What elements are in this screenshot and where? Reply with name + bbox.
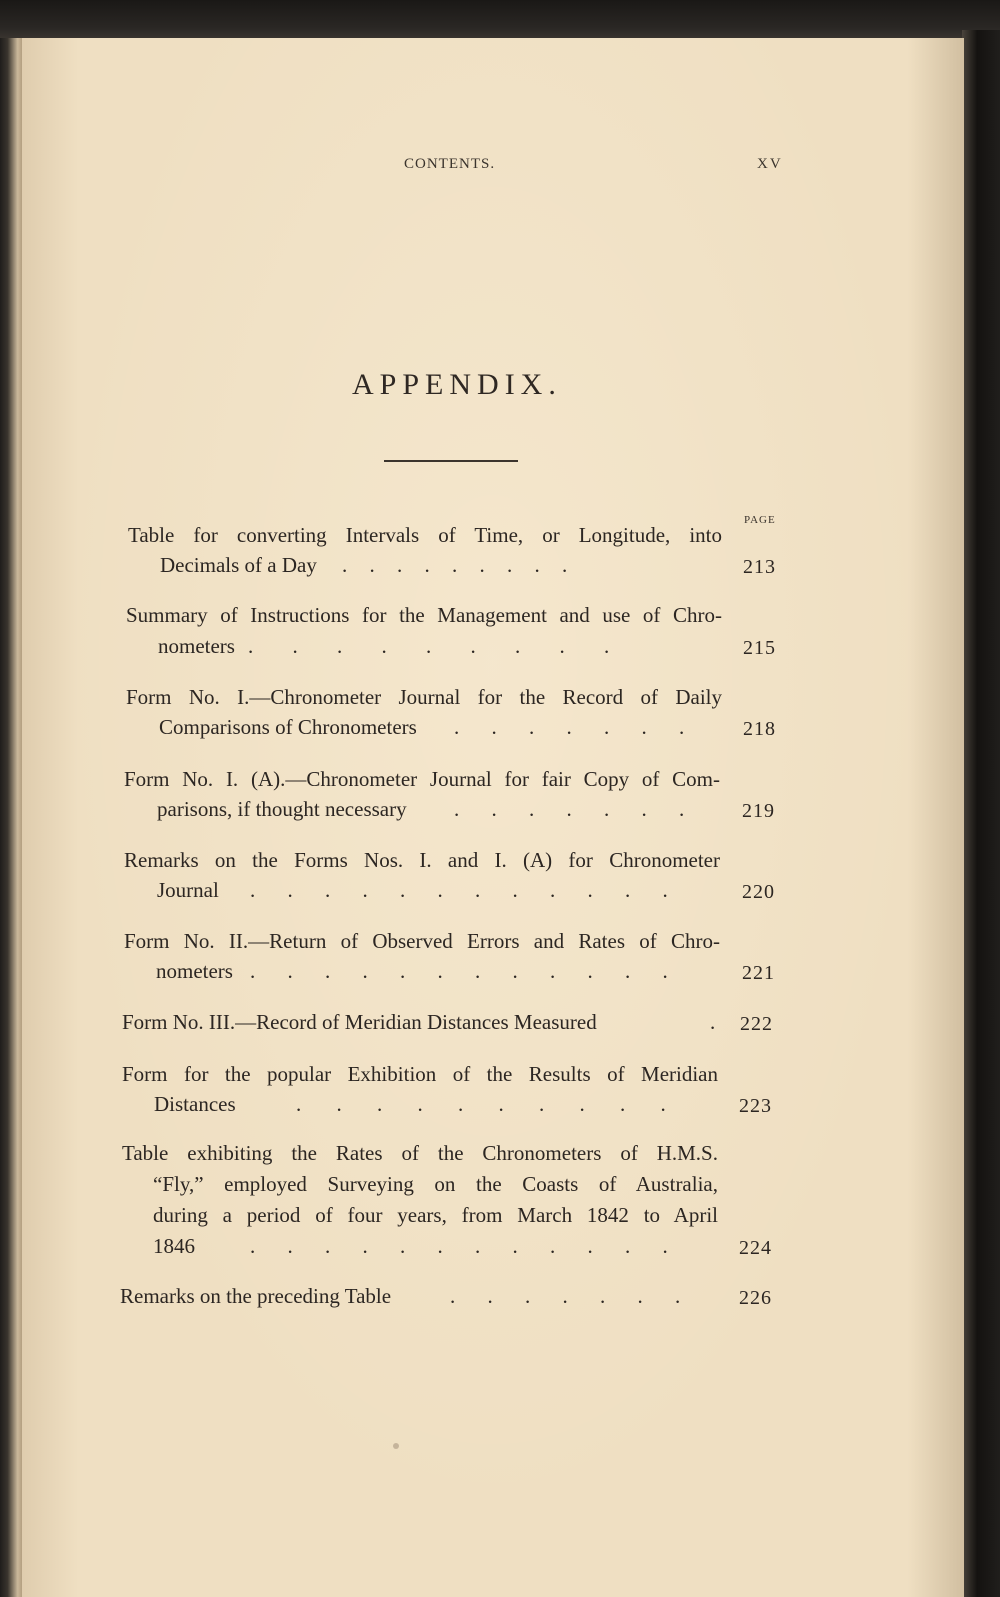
entry-line: Remarks on the preceding Table — [120, 1284, 392, 1308]
entry-line: Table for converting Intervals of Time, or Longitude, into — [128, 523, 722, 547]
running-title: CONTENTS. — [404, 156, 496, 172]
entry-page-number: 219 — [742, 800, 775, 822]
entry-line: “Fly,” employed Surveying on the Coasts of Australia, — [153, 1172, 718, 1196]
entry-line: Form for the popular Exhibition of the Results of Meridian — [122, 1062, 718, 1086]
paper-blemish — [393, 1443, 399, 1449]
entry-page-number: 221 — [742, 962, 775, 984]
entry-line: Form No. III.—Record of Meridian Distances Measured — [122, 1010, 597, 1034]
entry-page-number: 218 — [743, 718, 776, 740]
entry-line: parisons, if thought necessary — [157, 797, 407, 821]
entry-line: Form No. I.—Chronometer Journal for the Record of Daily — [126, 685, 722, 709]
entry-page-number: 220 — [742, 881, 775, 903]
entry-line: nometers — [156, 959, 233, 983]
entry-line: Form No. I. (A).—Chronometer Journal for fair Copy of Com- — [124, 767, 720, 791]
book-left-edge — [0, 38, 22, 1597]
entry-line: Journal — [157, 878, 219, 902]
leader-dots: . . . . . . . — [454, 715, 685, 739]
entry-page-number: 222 — [740, 1013, 773, 1035]
leader-dots: . . . . . . . — [450, 1284, 681, 1308]
book-cover-edge — [962, 30, 1000, 1597]
entry-line: nometers — [158, 634, 235, 658]
leader-dots: . . . . . . . . . . . . — [250, 959, 668, 983]
leader-dots: . . . . . . . . . . . . — [250, 878, 668, 902]
entry-page-number: 213 — [743, 556, 776, 578]
entry-line: Summary of Instructions for the Management and use of Chro- — [126, 603, 722, 627]
section-title: APPENDIX. — [352, 368, 562, 401]
entry-page-number: 223 — [739, 1095, 772, 1117]
entry-line: Remarks on the Forms Nos. I. and I. (A) for Chronometer — [124, 848, 720, 872]
leader-dots: . . . . . . . . . — [248, 634, 610, 658]
leader-dots: . . . . . . . . . . . . — [250, 1234, 668, 1258]
entry-line: Form No. II.—Return of Observed Errors and Rates of Chro- — [124, 929, 720, 953]
leader-dots: . — [710, 1010, 716, 1034]
entry-line: during a period of four years, from March 1842 to April — [153, 1203, 718, 1227]
leader-dots: . . . . . . . — [454, 797, 685, 821]
book-top-edge — [0, 0, 1000, 40]
leader-dots: . . . . . . . . . — [342, 553, 568, 577]
title-rule — [384, 460, 518, 462]
entry-line: Table exhibiting the Rates of the Chronometers of H.M.S. — [122, 1141, 718, 1165]
page-column-label: PAGE — [744, 514, 776, 526]
entry-page-number: 226 — [739, 1287, 772, 1309]
entry-line: Comparisons of Chronometers — [159, 715, 417, 739]
book-page — [22, 38, 964, 1597]
entry-line: 1846 — [153, 1234, 195, 1258]
entry-line: Distances — [154, 1092, 236, 1116]
entry-line: Decimals of a Day — [160, 553, 317, 577]
leader-dots: . . . . . . . . . . — [296, 1092, 666, 1116]
entry-page-number: 215 — [743, 637, 776, 659]
entry-page-number: 224 — [739, 1237, 772, 1259]
page-folio: XV — [757, 156, 783, 172]
